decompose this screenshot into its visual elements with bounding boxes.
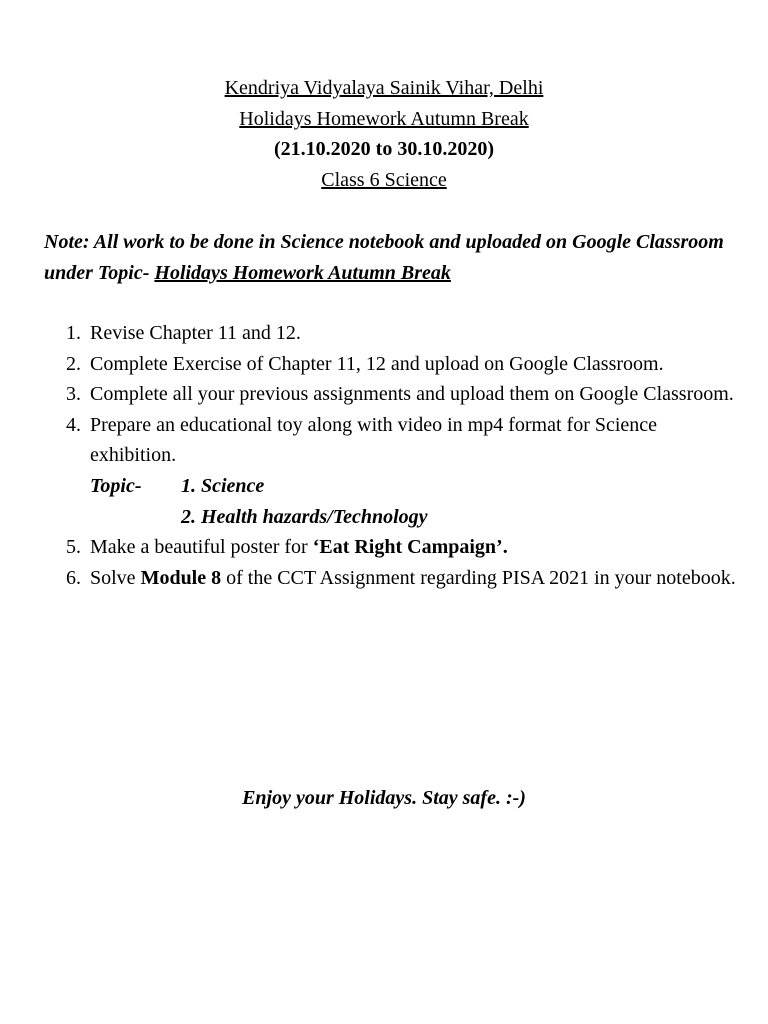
item-text: Revise Chapter 11 and 12. bbox=[90, 322, 301, 344]
item-number: 1. bbox=[66, 322, 81, 344]
list-item bbox=[66, 349, 736, 380]
list-item bbox=[66, 532, 736, 563]
item-bold-text: ‘Eat Right Campaign’. bbox=[312, 536, 508, 559]
date-range: (21.10.2020 to 30.10.2020) bbox=[274, 138, 494, 160]
item-bold-text: Module 8 bbox=[140, 566, 222, 589]
topic-line bbox=[66, 471, 736, 502]
item-text: Complete all your previous assignments and upload them on Google Classroom. bbox=[90, 383, 734, 406]
topic-label: Topic- bbox=[90, 474, 142, 497]
item-number: 5. bbox=[66, 536, 81, 559]
item-number: 2. bbox=[66, 352, 81, 375]
closing-message: Enjoy your Holidays. Stay safe. :-) bbox=[242, 787, 526, 809]
list-item bbox=[66, 563, 736, 594]
list-item bbox=[66, 410, 736, 471]
item-text: Complete Exercise of Chapter 11, 12 and upload on Google Classroom. bbox=[90, 352, 664, 375]
item-number: 6. bbox=[66, 566, 81, 589]
item-number: 4. bbox=[66, 413, 81, 436]
homework-list bbox=[66, 318, 736, 593]
note-paragraph bbox=[44, 227, 734, 289]
school-name: Kendriya Vidyalaya Sainik Vihar, Delhi bbox=[224, 77, 544, 99]
list-item bbox=[66, 379, 736, 410]
item-number: 3. bbox=[66, 383, 81, 406]
topic-line bbox=[66, 502, 736, 533]
homework-title: Holidays Homework Autumn Break bbox=[239, 108, 529, 130]
class-subject: Class 6 Science bbox=[321, 169, 447, 191]
list-item bbox=[66, 318, 736, 349]
note-text: Note: All work to be done in Science notebook and uploaded on Google Classroom under Topic- bbox=[44, 231, 724, 284]
item-text: Make a beautiful poster for bbox=[90, 536, 313, 559]
item-text: Solve bbox=[90, 566, 141, 589]
note-topic: Holidays Homework Autumn Break bbox=[154, 262, 451, 284]
item-text-after: of the CCT Assignment regarding PISA 2021 in your notebook. bbox=[221, 566, 736, 589]
item-text: Prepare an educational toy along with video in mp4 format for Science exhibition. bbox=[90, 413, 658, 467]
topic-option-2: 2. Health hazards/Technology bbox=[181, 505, 428, 528]
topic-option-1: 1. Science bbox=[181, 474, 265, 497]
